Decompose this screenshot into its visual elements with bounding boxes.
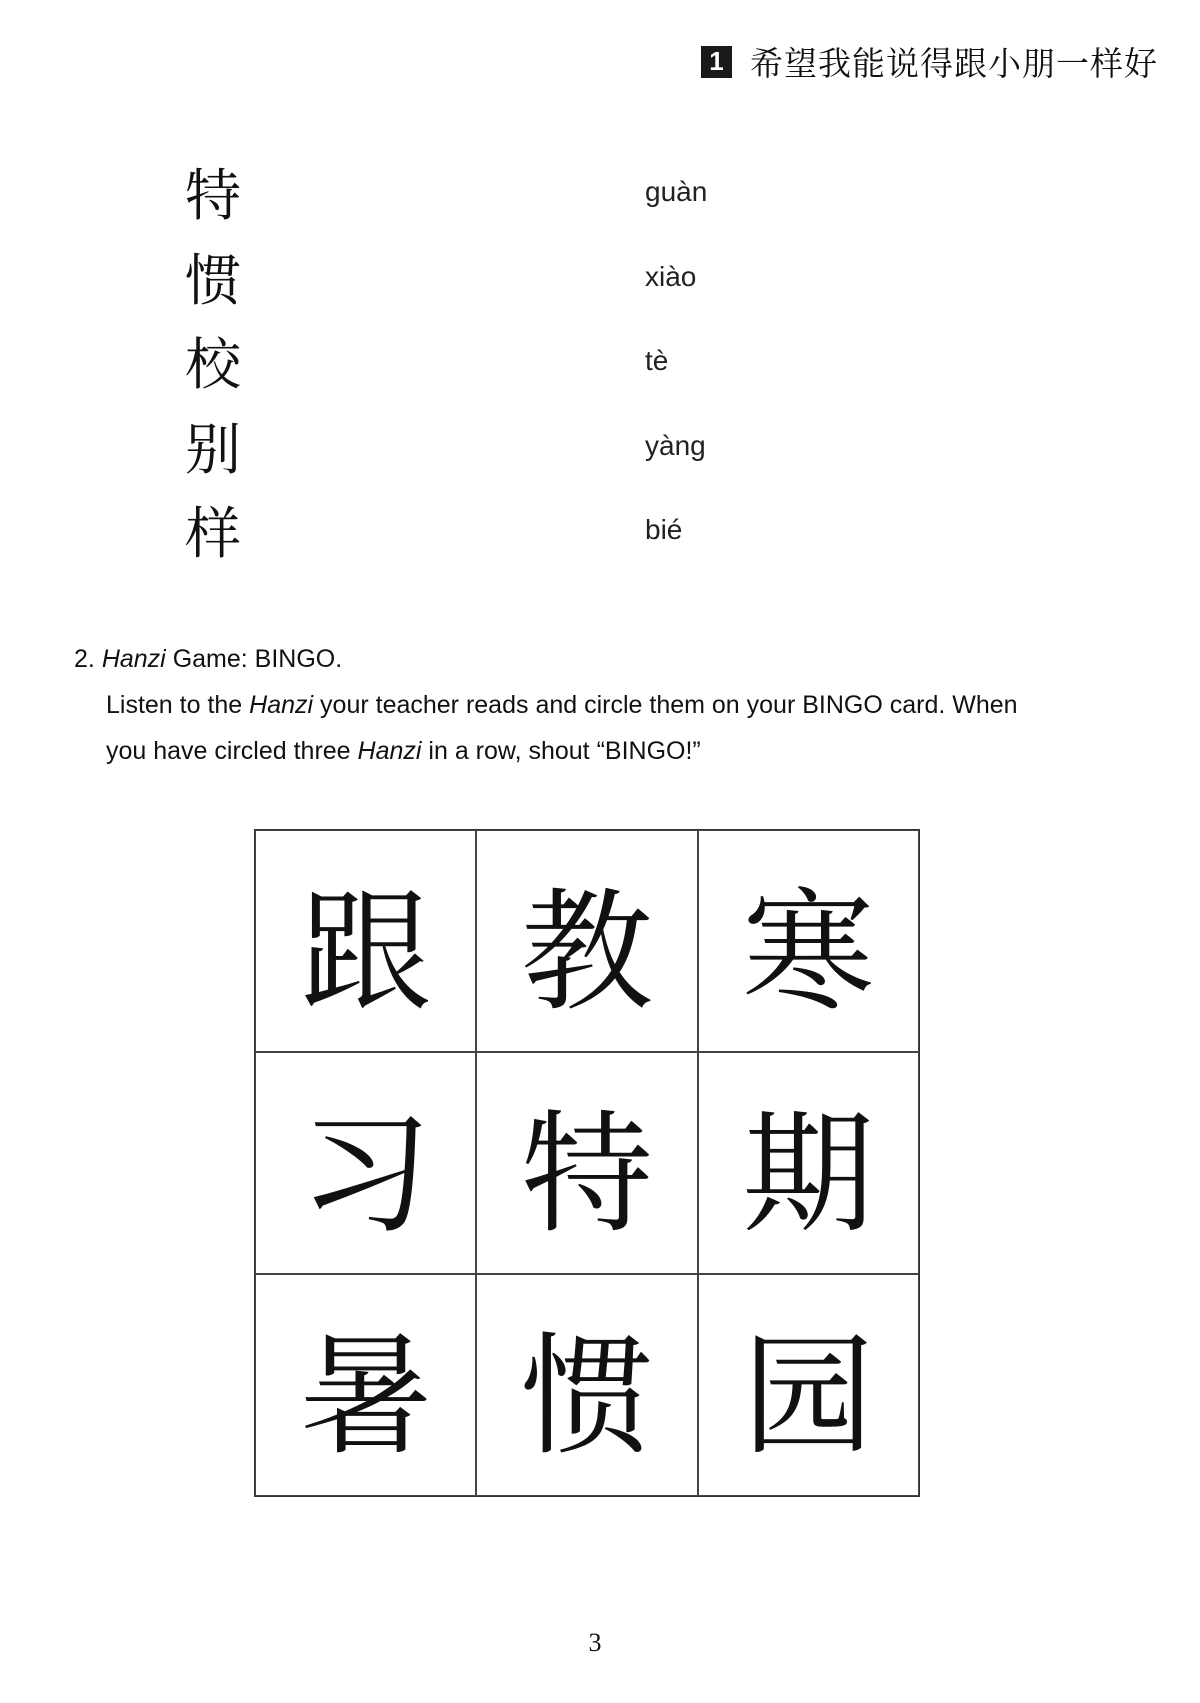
page-number: 3 xyxy=(588,1628,602,1657)
exercise-number: 2. xyxy=(74,645,95,673)
bingo-cell[interactable]: 期 xyxy=(698,1052,919,1274)
text-italic: Hanzi xyxy=(357,737,422,765)
matching-row xyxy=(185,488,707,573)
pinyin: yàng xyxy=(645,429,706,461)
bingo-cell[interactable]: 习 xyxy=(255,1052,476,1274)
matching-row xyxy=(185,319,707,404)
pinyin: guàn xyxy=(645,176,708,208)
bingo-cell[interactable]: 园 xyxy=(698,1274,919,1496)
exercise-title-italic: Hanzi xyxy=(101,645,166,673)
pinyin: tè xyxy=(645,345,669,377)
hanzi: 特 xyxy=(185,164,241,230)
instruction-line-2 xyxy=(74,728,1018,774)
text-italic: Hanzi xyxy=(249,691,314,719)
matching-exercise xyxy=(185,150,707,573)
exercise-title-rest: Game: BINGO. xyxy=(172,645,343,673)
exercise-title xyxy=(74,636,1018,682)
text: you have circled three xyxy=(106,737,351,765)
bingo-card xyxy=(254,829,920,1497)
hanzi: 惯 xyxy=(185,248,241,314)
exercise-instructions xyxy=(74,636,1018,774)
unit-number-badge: 1 xyxy=(701,46,732,78)
unit-title: 希望我能说得跟小朋一样好 xyxy=(750,45,1158,82)
hanzi: 样 xyxy=(185,502,241,568)
matching-row xyxy=(185,235,707,320)
bingo-cell[interactable]: 暑 xyxy=(255,1274,476,1496)
hanzi: 校 xyxy=(185,333,241,399)
pinyin: bié xyxy=(645,514,683,546)
instruction-line-1 xyxy=(74,682,1018,728)
pinyin: xiào xyxy=(645,260,697,292)
text: your teacher reads and circle them on your BINGO card. When xyxy=(320,691,1018,719)
bingo-cell[interactable]: 惯 xyxy=(476,1274,697,1496)
matching-row xyxy=(185,404,707,489)
bingo-cell[interactable]: 教 xyxy=(476,830,697,1052)
unit-header xyxy=(701,38,1158,85)
hanzi: 别 xyxy=(185,417,241,483)
bingo-cell[interactable]: 寒 xyxy=(698,830,919,1052)
text: Listen to the xyxy=(106,691,243,719)
bingo-cell[interactable]: 跟 xyxy=(255,830,476,1052)
text: in a row, shout “BINGO!” xyxy=(428,737,701,765)
bingo-cell[interactable]: 特 xyxy=(476,1052,697,1274)
matching-row xyxy=(185,150,707,235)
